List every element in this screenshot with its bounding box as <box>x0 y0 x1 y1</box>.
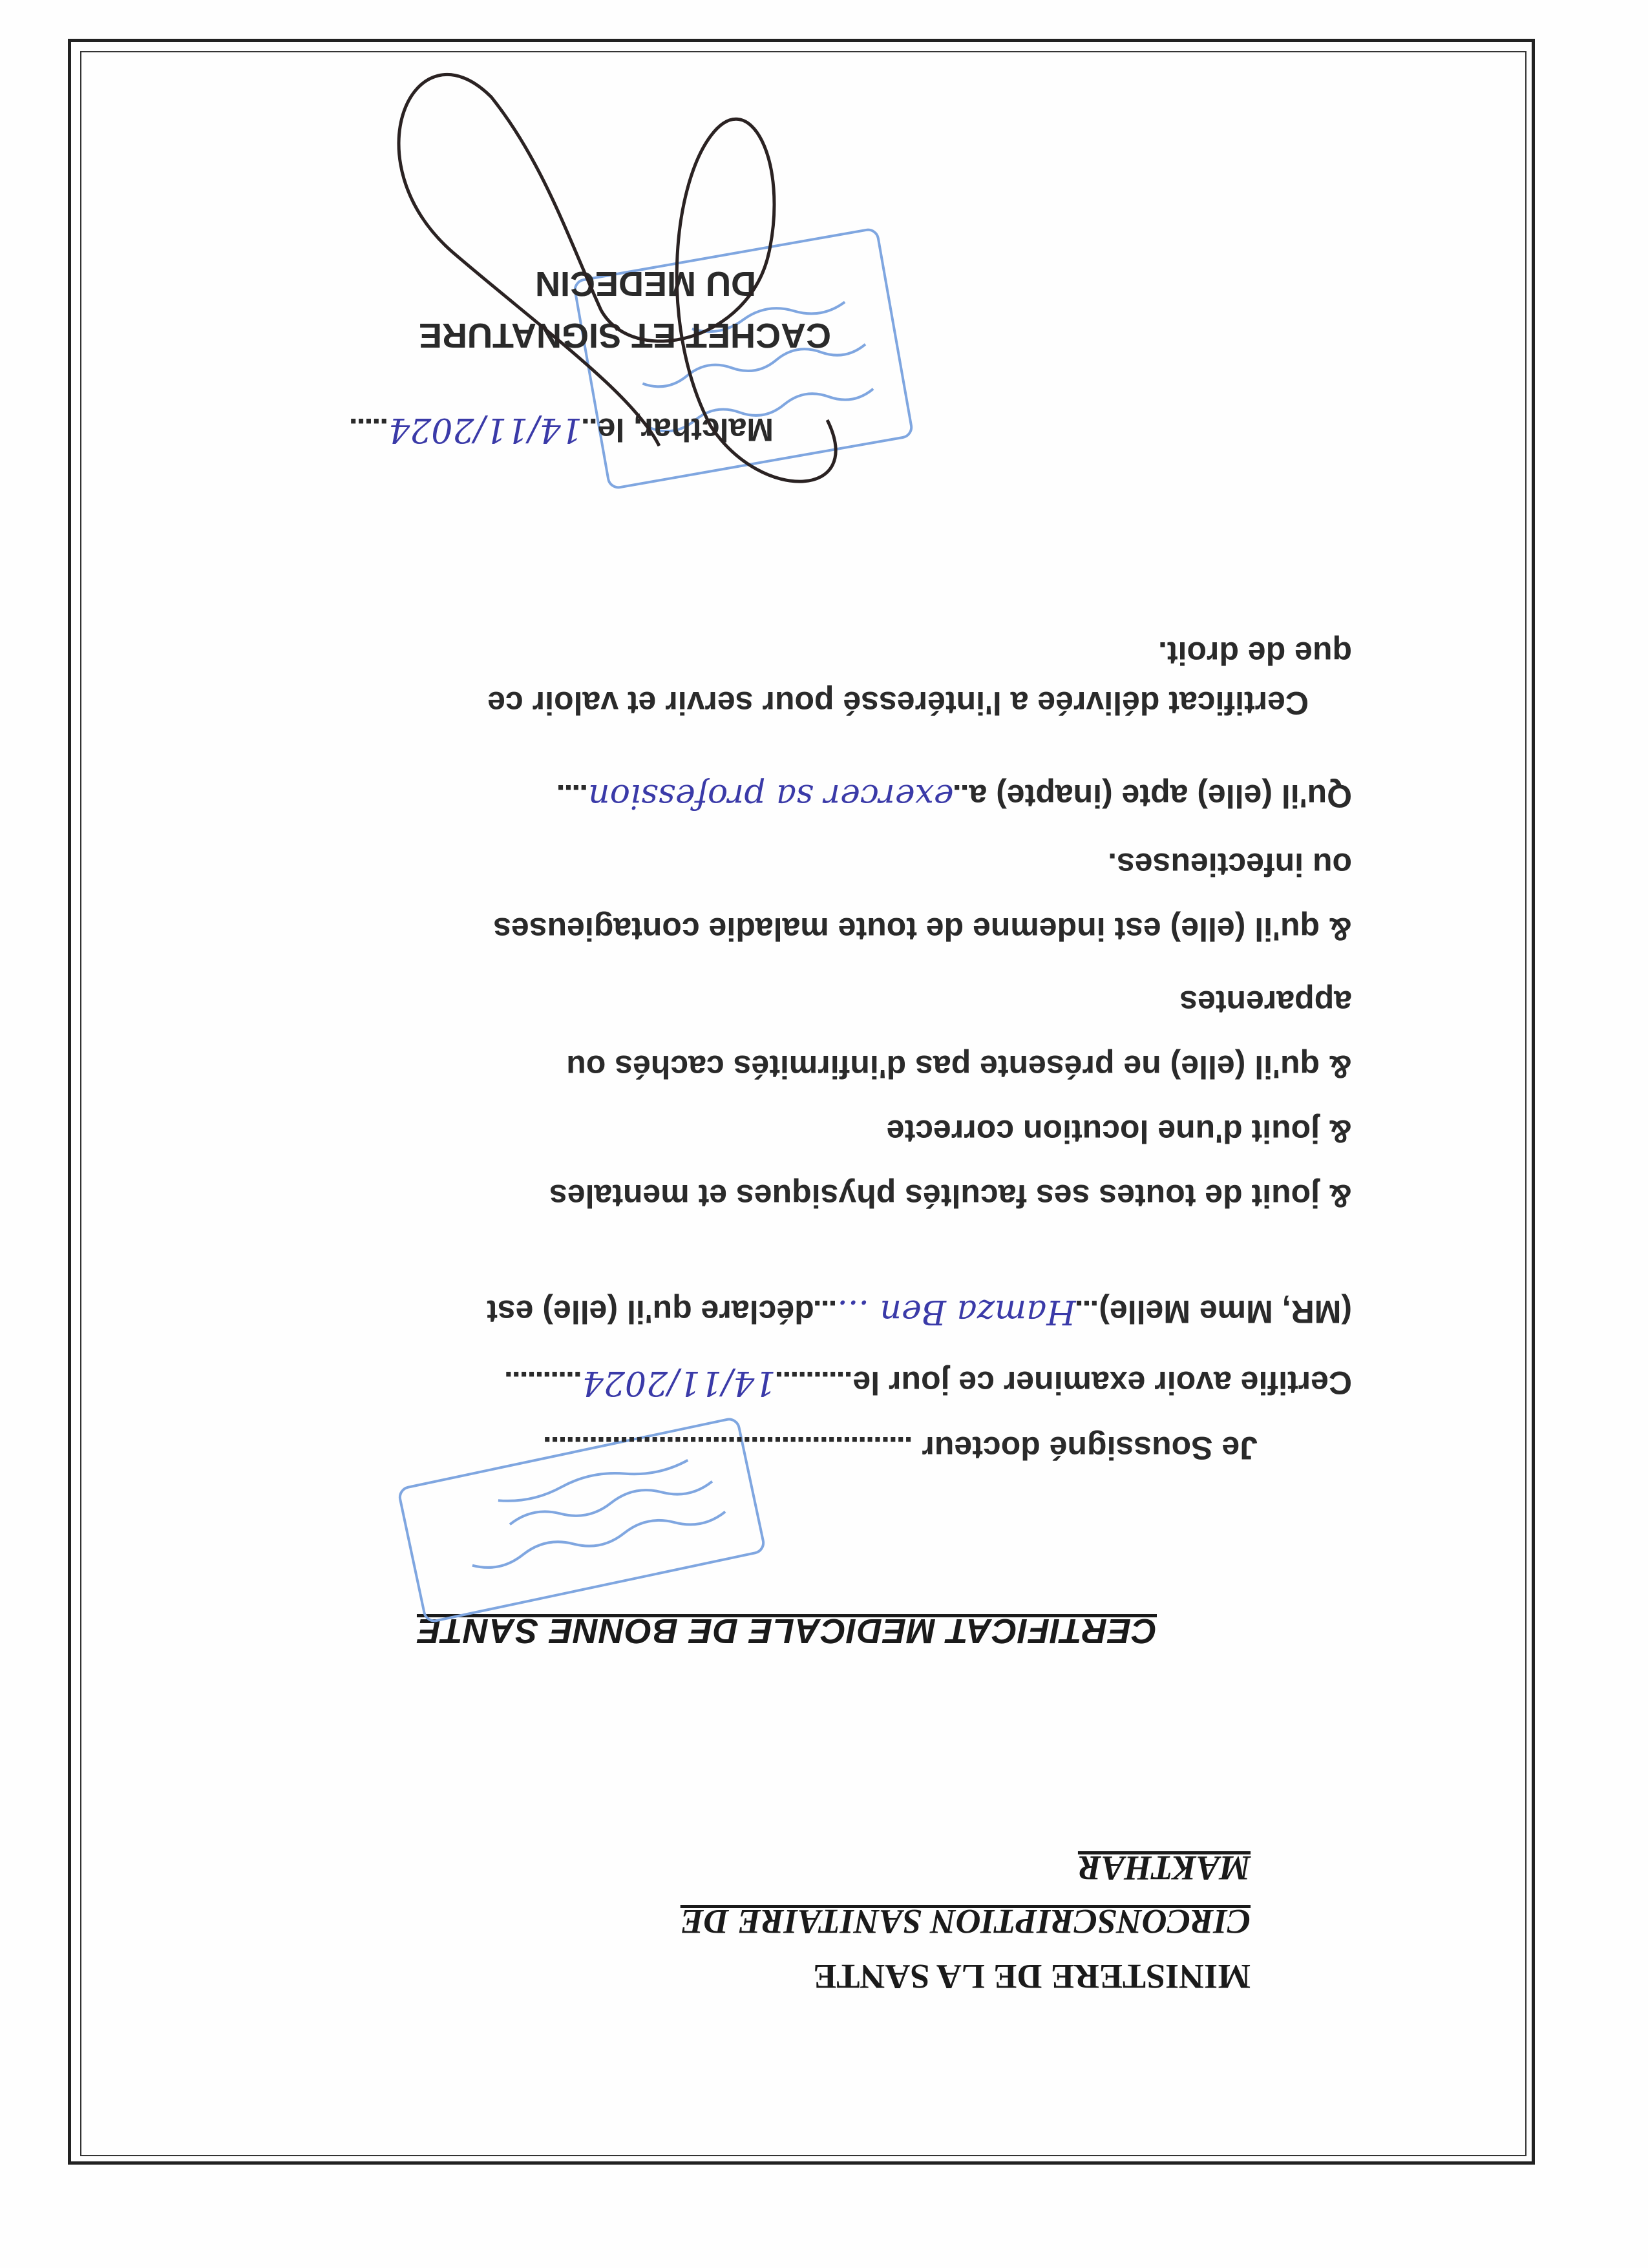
exam-date-handwritten: 14/11/2024 <box>582 1363 776 1402</box>
aptitude-label: Qu'il (elle) apte (inapte) a <box>969 778 1352 814</box>
circonscription-heading: CIRCONSCRIPTION SANITAIRE DE <box>680 1902 1251 1941</box>
exam-label: Certifie avoir examiner ce jour le <box>852 1365 1352 1401</box>
doctor-label: Je Soussigné docteur <box>922 1430 1258 1466</box>
medecin-label: DU MEDECIN <box>534 264 756 303</box>
ministry-heading: MINISTERE DE LA SANTE <box>813 1957 1251 1996</box>
doctor-dots: ................................................ <box>544 1430 913 1466</box>
clause-disease: & qu'il (elle) est indemne de toute maladie contagieuses <box>493 911 1352 947</box>
clause-infirmities: & qu'il (elle) ne présente pas d'infirmités cachés ou <box>566 1049 1352 1085</box>
clause-locution: & jouit d'une locution correcte <box>886 1113 1352 1150</box>
patient-line: (MR, Mme Melle)...Hamza Ben ......déclare qu'il (elle) est <box>487 1292 1352 1331</box>
place-date-line: Malcthar, le..14/11/2024..... <box>350 410 774 449</box>
patient-prefix: (MR, Mme Melle) <box>1099 1294 1352 1330</box>
delivery-line: Certificat délivrée a l'intéressé pour servir et valoir ce <box>487 685 1309 721</box>
document-title: CERTIFICAT MEDICALE DE BONNE SANTE <box>416 1612 1157 1650</box>
clause-faculties: & jouit de toutes ses facultés physiques et mentales <box>549 1178 1352 1214</box>
aptitude-line: Qu'il (elle) apte (inapte) a..exercer sa profession.... <box>557 777 1352 815</box>
city-heading: MAKTHAR <box>1077 1849 1251 1887</box>
aptitude-handwritten: exercer sa profession <box>588 777 954 815</box>
doctor-signature <box>323 71 905 523</box>
place-label: Malcthar, le <box>597 412 774 448</box>
delivery-line-cont: que de droit. <box>1158 635 1352 671</box>
clause-disease-cont: ou infectieuses. <box>1108 846 1352 883</box>
place-date-handwritten: 14/11/2024 <box>388 410 582 449</box>
exam-dots: .......... <box>776 1365 853 1401</box>
patient-name-handwritten: Hamza Ben ... <box>837 1292 1076 1331</box>
patient-suffix: déclare qu'il (elle) est <box>487 1294 814 1330</box>
clause-infirmities-cont: apparentes <box>1179 984 1352 1020</box>
exam-date-line: Certifie avoir examiner ce jour le..........14/11/2024.......... <box>505 1363 1352 1402</box>
doctor-line <box>544 1429 1258 1467</box>
cachet-label: CACHET ET SIGNATURE <box>418 316 831 355</box>
